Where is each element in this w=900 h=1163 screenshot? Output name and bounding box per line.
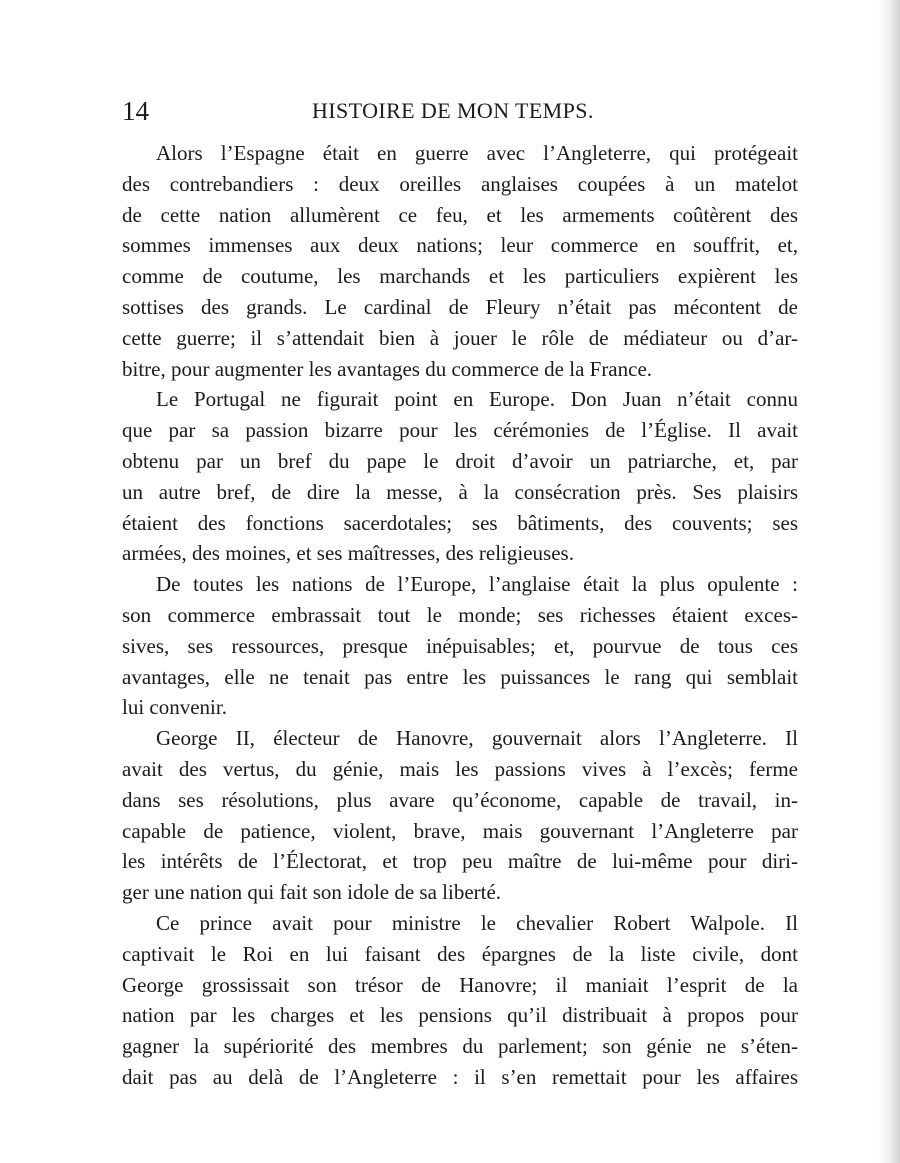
text-line: capable de patience, violent, brave, mais gouvernant l’Angleterre par	[122, 818, 798, 843]
text-line: lui convenir.	[122, 695, 227, 720]
text-line: son commerce embrassait tout le monde; ses richesses étaient exces-	[122, 602, 798, 627]
text-line: de cette nation allumèrent ce feu, et les armements coûtèrent des	[122, 202, 798, 227]
text-line: gagner la supériorité des membres du parlement; son génie ne s’éten-	[122, 1034, 798, 1059]
text-line: sives, ses ressources, presque inépuisables; et, pourvue de tous ces	[122, 633, 798, 658]
text-line: dait pas au delà de l’Angleterre : il s’en remettait pour les affaires	[122, 1064, 798, 1089]
text-line: dans ses résolutions, plus avare qu’économe, capable de travail, in-	[122, 787, 798, 812]
paragraph	[122, 908, 798, 1093]
body-text	[122, 138, 798, 1093]
text-line: un autre bref, de dire la messe, à la consécration près. Ses plaisirs	[122, 479, 798, 504]
text-line: avantages, elle ne tenait pas entre les puissances le rang qui semblait	[122, 664, 798, 689]
text-line: ger une nation qui fait son idole de sa liberté.	[122, 880, 502, 905]
paragraph	[122, 138, 798, 384]
text-line: sottises des grands. Le cardinal de Fleury n’était pas mécontent de	[122, 294, 798, 319]
text-line: comme de coutume, les marchands et les particuliers expièrent les	[122, 264, 798, 289]
text-line: nation par les charges et les pensions qu’il distribuait à propos pour	[122, 1003, 798, 1028]
text-line: étaient des fonctions sacerdotales; ses bâtiments, des couvents; ses	[122, 510, 798, 535]
text-line: sommes immenses aux deux nations; leur commerce en souffrit, et,	[122, 233, 798, 258]
text-line: George grossissait son trésor de Hanovre; il maniait l’esprit de la	[122, 972, 798, 997]
text-line: George II, électeur de Hanovre, gouvernait alors l’Angleterre. Il	[156, 726, 798, 751]
text-line: captivait le Roi en lui faisant des épargnes de la liste civile, dont	[122, 941, 798, 966]
text-line: cette guerre; il s’attendait bien à jouer le rôle de médiateur ou d’ar-	[122, 325, 798, 350]
page-number: 14	[122, 96, 149, 126]
page-edge-shadow	[878, 0, 900, 1163]
paragraph	[122, 723, 798, 908]
text-line: armées, des moines, et ses maîtresses, des religieuses.	[122, 541, 574, 566]
text-line: avait des vertus, du génie, mais les passions vives à l’excès; ferme	[122, 756, 798, 781]
paragraph	[122, 569, 798, 723]
text-line: Ce prince avait pour ministre le chevalier Robert Walpole. Il	[156, 910, 798, 935]
text-line: des contrebandiers : deux oreilles anglaises coupées à un matelot	[122, 171, 798, 196]
text-line: Alors l’Espagne était en guerre avec l’Angleterre, qui protégeait	[156, 141, 798, 165]
paragraph	[122, 384, 798, 569]
running-head	[122, 94, 798, 128]
text-line: les intérêts de l’Électorat, et trop peu maître de lui-même pour diri-	[122, 849, 798, 874]
text-line: obtenu par un bref du pape le droit d’avoir un patriarche, et, par	[122, 448, 798, 473]
text-line: Le Portugal ne figurait point en Europe. Don Juan n’était connu	[156, 387, 798, 412]
text-line: De toutes les nations de l’Europe, l’anglaise était la plus opulente :	[156, 572, 798, 597]
text-line: que par sa passion bizarre pour les cérémonies de l’Église. Il avait	[122, 418, 798, 443]
text-line: bitre, pour augmenter les avantages du commerce de la France.	[122, 356, 653, 381]
running-title: HISTOIRE DE MON TEMPS.	[312, 98, 594, 123]
